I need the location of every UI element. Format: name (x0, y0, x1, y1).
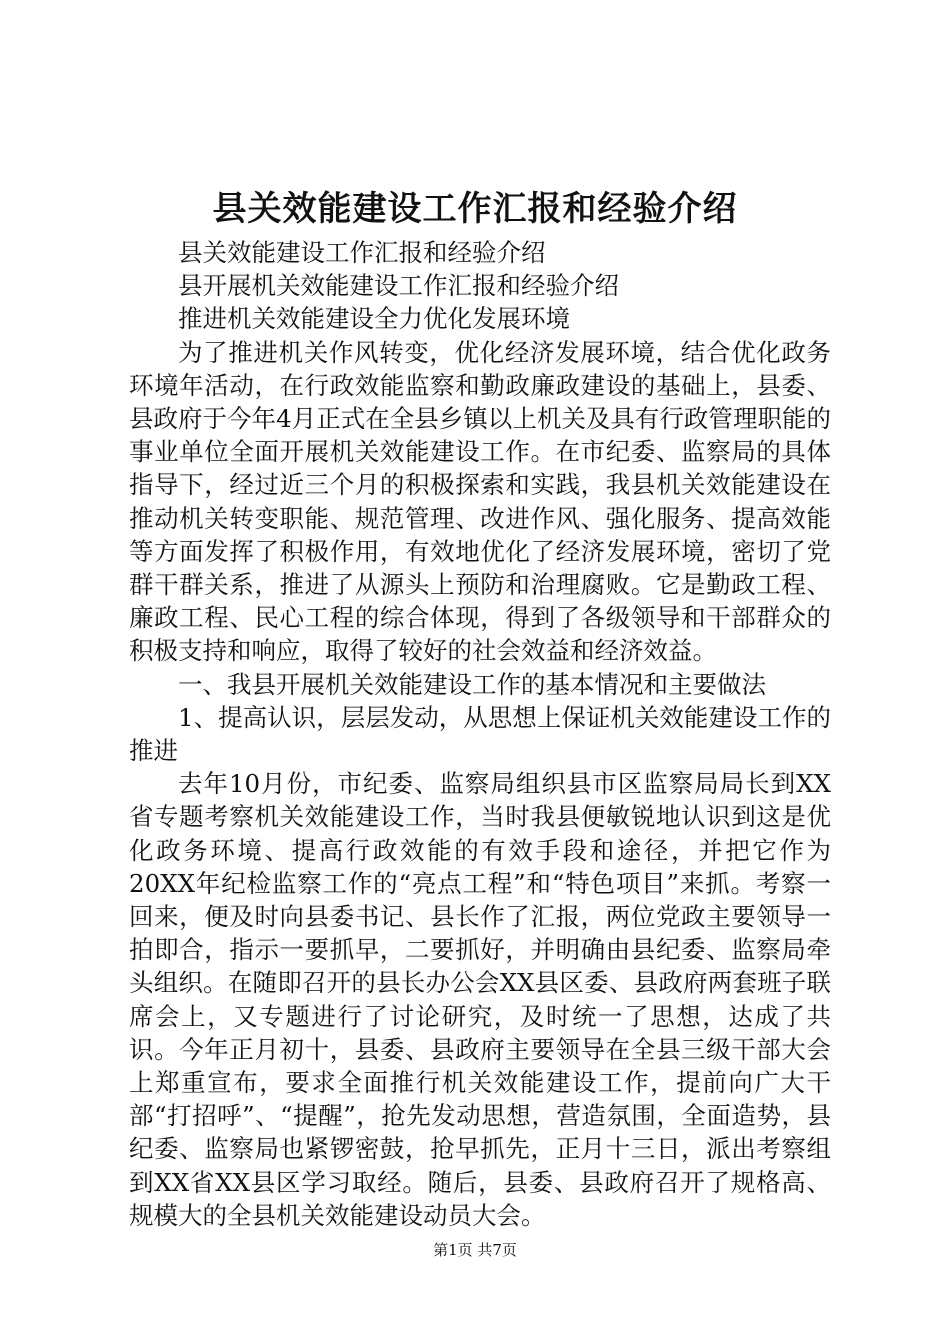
paragraph-body: 去年10月份，市纪委、监察局组织县市区监察局局长到XX省专题考察机关效能建设工作，当时我县便敏锐地认识到这是优化政务环境、提高行政效能的有效手段和途径，并把它作为20XX年纪检监察工作的“亮点工程”和“特色项目”来抓。考察一回来，便及时向县委书记、县长作了汇报，两位党政主要领导一拍即合，指示一要抓早，二要抓好，并明确由县纪委、监察局牵头组织。在随即召开的县长办公会XX县区委、县政府两套班子联席会上，又专题进行了讨论研究，及时统一了思想，达成了共识。今年正月初十，县委、县政府主要领导在全县三级干部大会上郑重宣布，要求全面推行机关效能建设工作，提前向广大干部“打招呼”、“提醒”，抢先发动思想，营造氛围，全面造势，县纪委、监察局也紧锣密鼓，抢早抓先，正月十三日，派出考察组到XX省XX县区学习取经。随后，县委、县政府召开了规格高、规模大的全县机关效能建设动员大会。 (129, 769, 831, 1230)
paragraph-subtitle-2: 县开展机关效能建设工作汇报和经验介绍 (178, 271, 619, 301)
paragraph-subtitle-3: 推进机关效能建设全力优化发展环境 (178, 304, 570, 334)
subsection-heading-1: 1、提高认识，层层发动，从思想上保证机关效能建设工作的推进 (129, 702, 831, 766)
paragraph-subtitle-1: 县关效能建设工作汇报和经验介绍 (178, 238, 546, 267)
document-title: 县关效能建设工作汇报和经验介绍 (212, 189, 738, 229)
paragraph-intro: 为了推进机关作风转变，优化经济发展环境，结合优化政务环境年活动，在行政效能监察和勤政廉政建设的基础上，县委、县政府于今年4月正式在全县乡镇以上机关及具有行政管理职能的事业单位全面开展机关效能建设工作。在市纪委、监察局的具体指导下，经过近三个月的积极探索和实践，我县机关效能建设在推动机关转变职能、规范管理、改进作风、强化服务、提高效能等方面发挥了积极作用，有效地优化了经济发展环境，密切了党群干群关系，推进了从源头上预防和治理腐败。它是勤政工程、廉政工程、民心工程的综合体现，得到了各级领导和干部群众的积极支持和响应，取得了较好的社会效益和经济效益。 (129, 337, 831, 666)
section-heading-1: 一、我县开展机关效能建设工作的基本情况和主要做法 (178, 669, 766, 699)
page-number: 第1页 共7页 (433, 1241, 517, 1259)
document-body (129, 236, 831, 1232)
